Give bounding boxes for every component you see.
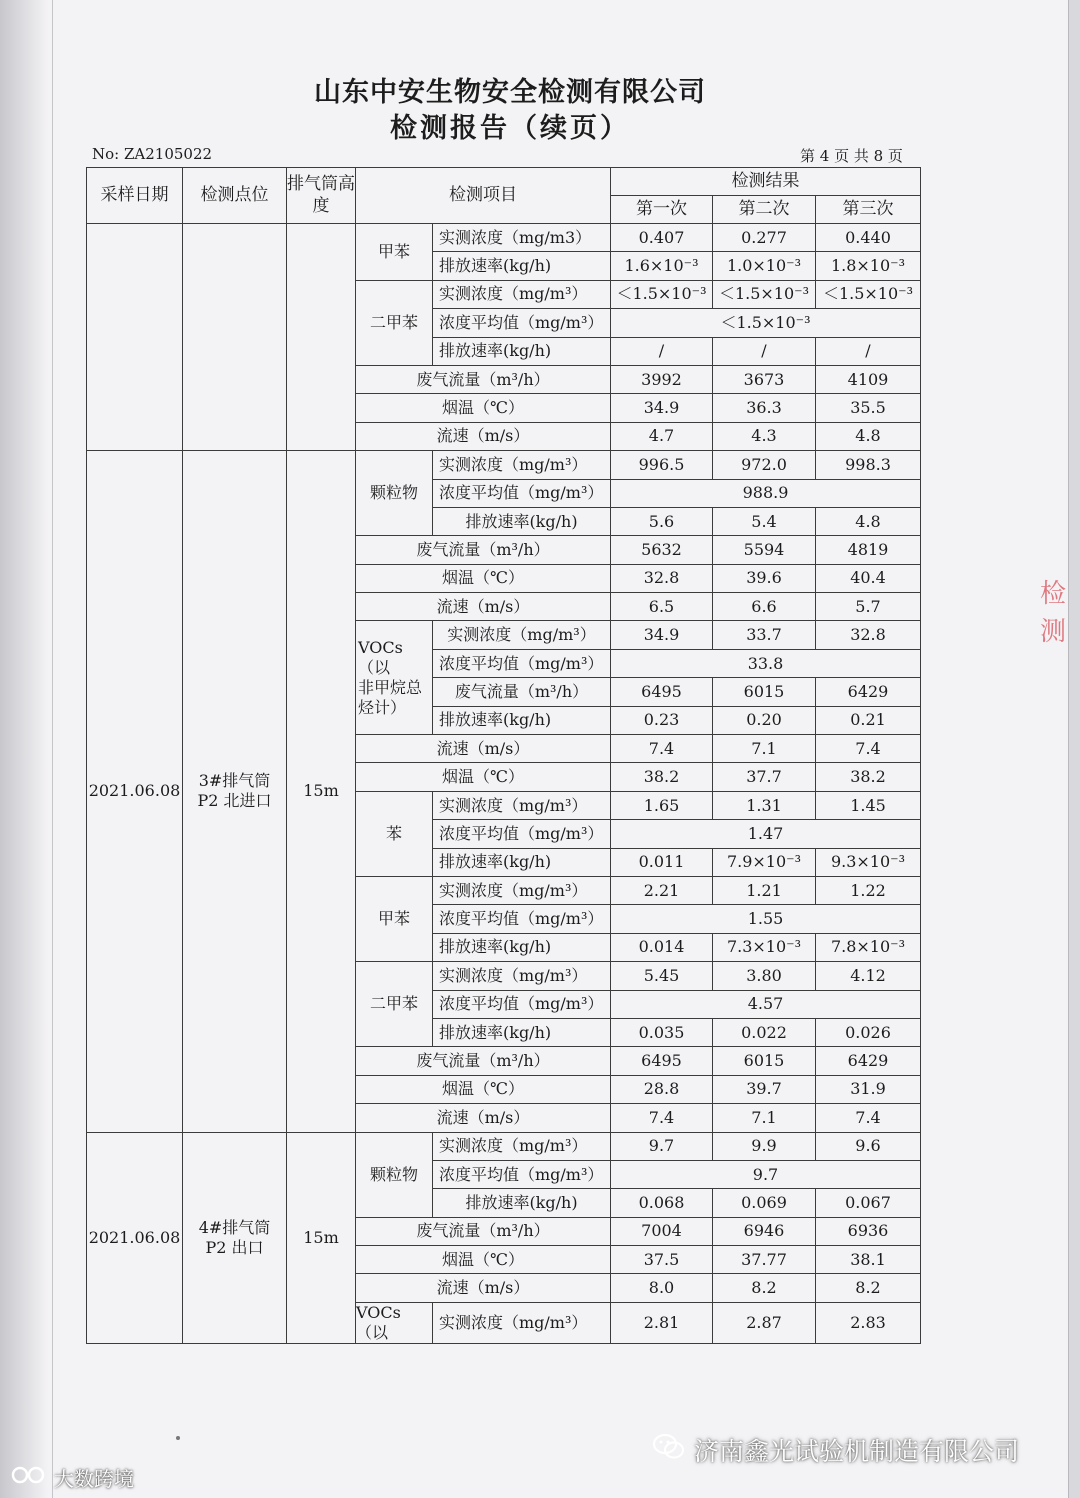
header-item: 检测项目 [356,168,611,224]
item-label: 排放速率(kg/h) [433,1189,611,1217]
value-cell: 6495 [611,678,713,706]
header-height: 排气筒高度 [287,168,356,224]
pollutant-line: 非甲烷总 [358,677,423,697]
item-label: 烟温（℃） [356,1075,611,1103]
header-point: 检测点位 [183,168,287,224]
item-label: 实测浓度（mg/m³） [433,451,611,479]
average-cell: 9.7 [611,1160,921,1188]
item-label: 实测浓度（mg/m³） [433,280,611,308]
value-cell: 972.0 [713,451,816,479]
item-label: 实测浓度（mg/m³） [433,1132,611,1160]
point-cell [183,224,287,451]
value-cell: / [816,337,921,365]
value-cell: 5.45 [611,962,713,990]
item-label: 浓度平均值（mg/m³） [433,649,611,677]
value-cell: 34.9 [611,621,713,649]
value-cell: 8.0 [611,1274,713,1302]
item-label: 废气流量（m³/h） [356,1217,611,1245]
value-cell: 0.440 [816,224,921,252]
value-cell: 8.2 [816,1274,921,1302]
brand-logo-icon [10,1463,50,1492]
value-cell: 0.026 [816,1018,921,1046]
item-label: 排放速率(kg/h) [433,1018,611,1046]
pollutant-name: 二甲苯 [356,962,433,1047]
height-cell: 15m [287,451,356,1132]
value-cell: ＜1.5×10⁻³ [713,280,816,308]
value-cell: 6429 [816,678,921,706]
watermark-brand [10,1462,134,1492]
average-cell: 1.55 [611,905,921,933]
value-cell: 7004 [611,1217,713,1245]
header-date: 采样日期 [87,168,183,224]
value-cell: 1.0×10⁻³ [713,252,816,280]
value-cell: 6936 [816,1217,921,1245]
value-cell: 31.9 [816,1075,921,1103]
watermark-company [652,1432,1019,1468]
height-cell: 15m [287,1132,356,1343]
value-cell: 7.1 [713,1104,816,1132]
value-cell: 7.4 [816,1104,921,1132]
value-cell: ＜1.5×10⁻³ [611,280,713,308]
point-line: P2 北进口 [197,791,272,811]
report-title: 检测报告（续页） [390,113,630,144]
value-cell: 33.7 [713,621,816,649]
value-cell: 28.8 [611,1075,713,1103]
average-cell: 1.47 [611,820,921,848]
value-cell: 35.5 [816,394,921,422]
value-cell: 0.014 [611,933,713,961]
value-cell: 39.7 [713,1075,816,1103]
item-label: 浓度平均值（mg/m³） [433,479,611,507]
item-label: 废气流量（m³/h） [356,365,611,393]
value-cell: 4.12 [816,962,921,990]
value-cell: 39.6 [713,564,816,592]
value-cell: / [611,337,713,365]
value-cell: 9.3×10⁻³ [816,848,921,876]
value-cell: 2.87 [713,1302,816,1343]
ink-dot [176,1436,180,1440]
value-cell: 38.1 [816,1246,921,1274]
item-label: 实测浓度（mg/m³） [433,962,611,990]
item-label: 实测浓度（mg/m³） [433,1302,611,1343]
pollutant-name: 颗粒物 [356,1132,433,1217]
item-label: 排放速率(kg/h) [433,706,611,734]
value-cell: 4.8 [816,422,921,450]
value-cell: 4.3 [713,422,816,450]
value-cell: 0.23 [611,706,713,734]
table-row [87,224,921,252]
watermark-brand-text: 大数跨境 [54,1466,134,1491]
value-cell: 9.9 [713,1132,816,1160]
value-cell: 1.8×10⁻³ [816,252,921,280]
pollutant-name: 甲苯 [356,224,433,281]
average-cell: 33.8 [611,649,921,677]
value-cell: 6015 [713,678,816,706]
item-label: 流速（m/s） [356,593,611,621]
value-cell: 2.83 [816,1302,921,1343]
item-label: 排放速率(kg/h) [433,848,611,876]
value-cell: 6.5 [611,593,713,621]
value-cell: 32.8 [816,621,921,649]
point-line: P2 出口 [205,1237,264,1257]
item-label: 烟温（℃） [356,564,611,592]
pollutant-line: VOCs（以 [358,637,403,677]
value-cell: 0.277 [713,224,816,252]
point-cell [183,451,287,1132]
item-label: 实测浓度（mg/m³） [433,621,611,649]
date-cell: 2021.06.08 [87,1132,183,1343]
date-cell [87,224,183,451]
item-label: 废气流量（m³/h） [356,536,611,564]
point-line: 3#排气筒 [198,771,271,791]
value-cell: 1.65 [611,791,713,819]
header-run2: 第二次 [713,196,816,224]
header-run1: 第一次 [611,196,713,224]
pollutant-name: 苯 [356,791,433,876]
value-cell: 9.6 [816,1132,921,1160]
item-label: 废气流量（m³/h） [433,678,611,706]
value-cell: 0.20 [713,706,816,734]
value-cell: 0.011 [611,848,713,876]
value-cell: 9.7 [611,1132,713,1160]
value-cell: 1.31 [713,791,816,819]
watermark-company-text: 济南鑫光试验机制造有限公司 [694,1437,1020,1466]
value-cell: 5594 [713,536,816,564]
value-cell: 7.3×10⁻³ [713,933,816,961]
value-cell: 996.5 [611,451,713,479]
table-row [87,451,921,479]
value-cell: 38.2 [816,763,921,791]
item-label: 浓度平均值（mg/m³） [433,990,611,1018]
pollutant-name: 二甲苯 [356,280,433,365]
point-line: 4#排气筒 [198,1217,271,1237]
value-cell: 4109 [816,365,921,393]
value-cell: 1.45 [816,791,921,819]
item-label: 排放速率(kg/h) [433,337,611,365]
value-cell: 5632 [611,536,713,564]
value-cell: 998.3 [816,451,921,479]
value-cell: 2.21 [611,876,713,904]
company-name: 山东中安生物安全检测有限公司 [314,77,706,108]
wechat-icon [652,1432,686,1468]
pollutant-name: 甲苯 [356,876,433,961]
item-label: 烟温（℃） [356,394,611,422]
item-label: 实测浓度（mg/m3） [433,224,611,252]
item-label: 流速（m/s） [356,735,611,763]
value-cell: 3992 [611,365,713,393]
item-label: 浓度平均值（mg/m³） [433,905,611,933]
item-label: 流速（m/s） [356,422,611,450]
value-cell: 5.7 [816,593,921,621]
value-cell: 38.2 [611,763,713,791]
value-cell: 4819 [816,536,921,564]
value-cell: 40.4 [816,564,921,592]
item-label: 浓度平均值（mg/m³） [433,309,611,337]
value-cell: 7.1 [713,735,816,763]
pollutant-name: 颗粒物 [356,451,433,536]
value-cell: 6015 [713,1047,816,1075]
value-cell: ＜1.5×10⁻³ [816,280,921,308]
item-label: 浓度平均值（mg/m³） [433,820,611,848]
item-label: 浓度平均值（mg/m³） [433,1160,611,1188]
value-cell: 0.022 [713,1018,816,1046]
value-cell: 0.035 [611,1018,713,1046]
value-cell: 1.22 [816,876,921,904]
item-label: 流速（m/s） [356,1274,611,1302]
value-cell: 0.407 [611,224,713,252]
header-result: 检测结果 [611,168,921,196]
value-cell: 7.8×10⁻³ [816,933,921,961]
item-label: 烟温（℃） [356,1246,611,1274]
value-cell: 3673 [713,365,816,393]
value-cell: 5.4 [713,507,816,535]
value-cell: 34.9 [611,394,713,422]
pollutant-name: VOCs（以 [356,1302,433,1343]
date-cell: 2021.06.08 [87,451,183,1132]
item-label: 排放速率(kg/h) [433,252,611,280]
item-label: 排放速率(kg/h) [433,507,611,535]
value-cell: 32.8 [611,564,713,592]
value-cell: 6495 [611,1047,713,1075]
height-cell [287,224,356,451]
value-cell: 0.067 [816,1189,921,1217]
value-cell: 1.6×10⁻³ [611,252,713,280]
value-cell: 3.80 [713,962,816,990]
value-cell: 0.068 [611,1189,713,1217]
value-cell: 8.2 [713,1274,816,1302]
item-label: 排放速率(kg/h) [433,933,611,961]
value-cell: / [713,337,816,365]
value-cell: 37.77 [713,1246,816,1274]
header-run3: 第三次 [816,196,921,224]
item-label: 废气流量（m³/h） [356,1047,611,1075]
item-label: 实测浓度（mg/m³） [433,876,611,904]
average-cell: ＜1.5×10⁻³ [611,309,921,337]
pollutant-name [356,621,433,735]
item-label: 实测浓度（mg/m³） [433,791,611,819]
value-cell: 7.9×10⁻³ [713,848,816,876]
page-number: 第 4 页 共 8 页 [800,147,903,165]
report-number: No: ZA2105022 [92,145,213,163]
point-cell [183,1132,287,1343]
average-cell: 4.57 [611,990,921,1018]
results-table [86,167,921,1344]
value-cell: 37.5 [611,1246,713,1274]
value-cell: 37.7 [713,763,816,791]
value-cell: 36.3 [713,394,816,422]
table-row [87,1132,921,1160]
value-cell: 0.21 [816,706,921,734]
value-cell: 7.4 [611,735,713,763]
value-cell: 1.21 [713,876,816,904]
red-seal-stamp: 检测 [1040,579,1067,647]
value-cell: 0.069 [713,1189,816,1217]
value-cell: 6429 [816,1047,921,1075]
value-cell: 7.4 [611,1104,713,1132]
value-cell: 4.7 [611,422,713,450]
value-cell: 2.81 [611,1302,713,1343]
pollutant-line: 烃计） [358,697,407,717]
average-cell: 988.9 [611,479,921,507]
value-cell: 5.6 [611,507,713,535]
value-cell: 6.6 [713,593,816,621]
value-cell: 7.4 [816,735,921,763]
value-cell: 4.8 [816,507,921,535]
item-label: 流速（m/s） [356,1104,611,1132]
value-cell: 6946 [713,1217,816,1245]
item-label: 烟温（℃） [356,763,611,791]
